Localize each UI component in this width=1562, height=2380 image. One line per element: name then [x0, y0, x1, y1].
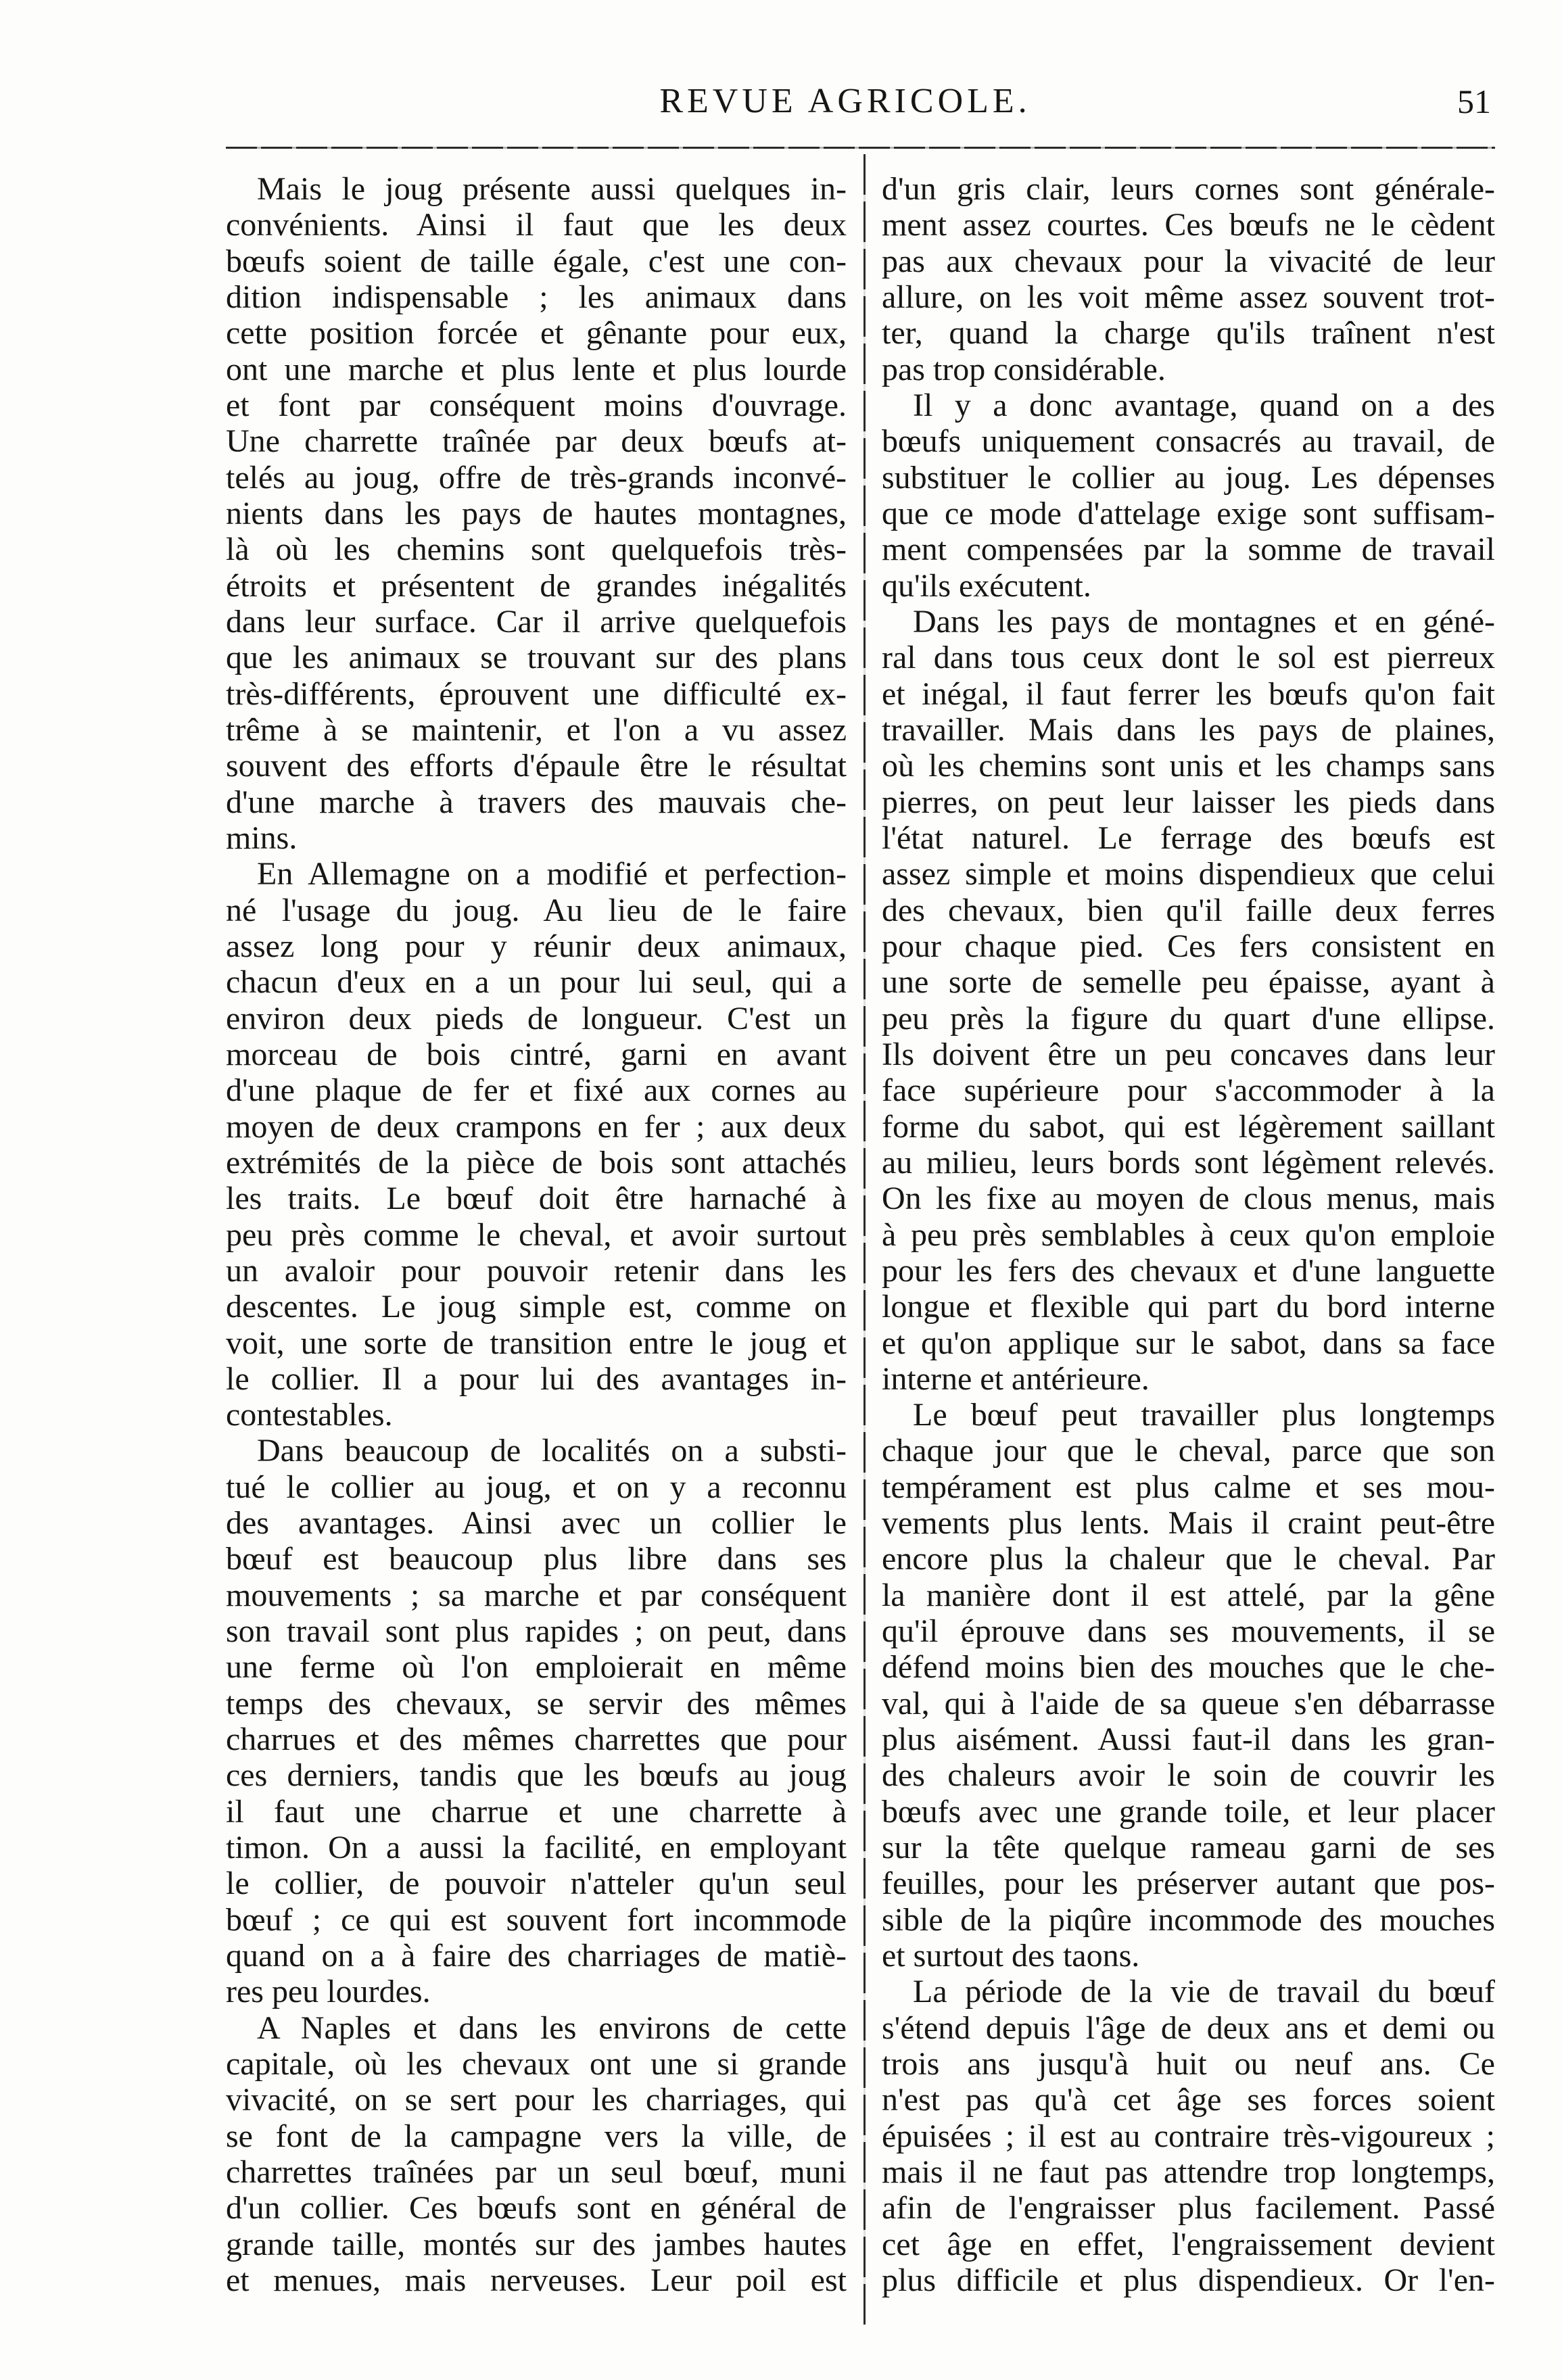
text-line: dition indispensable ; les animaux dans — [226, 279, 847, 315]
text-line: chacun d'eux en a un pour lui seul, qui a — [226, 964, 847, 1001]
text-line: et menues, mais nerveuses. Leur poil est — [226, 2262, 847, 2299]
text-line: ral dans tous ceux dont le sol est pierreux — [882, 640, 1495, 676]
paragraph — [882, 604, 1495, 1397]
paragraph — [882, 387, 1495, 604]
text-line: bœuf ; ce qui est souvent fort incommode — [226, 1901, 847, 1938]
text-line: né l'usage du joug. Au lieu de le faire — [226, 892, 847, 928]
text-line: cette position forcée et gênante pour eux, — [226, 315, 847, 352]
text-line: telés au joug, offre de très-grands inconvé- — [226, 459, 847, 496]
text-line: environ deux pieds de longueur. C'est un — [226, 1000, 847, 1037]
text-line: que les animaux se trouvant sur des plans — [226, 640, 847, 676]
paragraph — [226, 856, 847, 1433]
text-line: res peu lourdes. — [226, 1974, 431, 2010]
text-line: la manière dont il est attelé, par la gêne — [882, 1577, 1495, 1613]
text-line: descentes. Le joug simple est, comme on — [226, 1289, 847, 1325]
text-line: tempérament est plus calme et ses mou- — [882, 1469, 1495, 1505]
text-line: longue et flexible qui part du bord interne — [882, 1289, 1495, 1325]
text-line: A Naples et dans les environs de cette — [257, 2009, 847, 2046]
text-line: pierres, on peut leur laisser les pieds dans — [882, 784, 1495, 820]
page-number: 51 — [1457, 82, 1491, 120]
text-line: trois ans jusqu'à huit ou neuf ans. Ce — [882, 2046, 1495, 2082]
text-line: au milieu, leurs bords sont légèment relevés. — [882, 1144, 1495, 1181]
text-line: pour les fers des chevaux et d'une languette — [882, 1252, 1495, 1289]
text-line: un avaloir pour pouvoir retenir dans les — [226, 1252, 847, 1289]
text-line: quand on a à faire des charriages de matiè- — [226, 1938, 847, 1974]
text-line: ont une marche et plus lente et plus lourde — [226, 351, 847, 387]
running-head: REVUE AGRICOLE. — [659, 82, 1031, 120]
text-line: travailler. Mais dans les pays de plaines, — [882, 711, 1495, 748]
text-line: pour chaque pied. Ces fers consistent en — [882, 928, 1495, 964]
text-line: contestables. — [226, 1397, 393, 1433]
text-line: ment assez courtes. Ces bœufs ne le cèdent — [882, 207, 1495, 243]
text-line: étroits et présentent de grandes inégalités — [226, 567, 847, 604]
text-line: Mais le joug présente aussi quelques in- — [257, 171, 847, 207]
text-line: substituer le collier au joug. Les dépenses — [882, 459, 1495, 496]
text-line: bœufs avec une grande toile, et leur placer — [882, 1793, 1495, 1830]
text-line: à peu près semblables à ceux qu'on emploie — [882, 1216, 1495, 1253]
text-line: cet âge en effet, l'engraissement devient — [882, 2226, 1495, 2262]
text-line: il faut une charrue et une charrette à — [226, 1793, 847, 1830]
text-line: plus difficile et plus dispendieux. Or l'en- — [882, 2262, 1495, 2299]
text-line: d'une plaque de fer et fixé aux cornes au — [226, 1072, 847, 1109]
text-line: Il y a donc avantage, quand on a des — [913, 387, 1495, 423]
text-line: tué le collier au joug, et on y a reconnu — [226, 1469, 847, 1505]
text-line: grande taille, montés sur des jambes hautes — [226, 2226, 847, 2262]
text-line: l'état naturel. Le ferrage des bœufs est — [882, 819, 1495, 856]
text-line: pas trop considérable. — [882, 351, 1166, 387]
text-line: Ils doivent être un peu concaves dans leur — [882, 1036, 1495, 1072]
text-line: convénients. Ainsi il faut que les deux — [226, 207, 847, 243]
text-line: plus aisément. Aussi faut-il dans les gran- — [882, 1721, 1495, 1758]
text-line: trême à se maintenir, et l'on a vu assez — [226, 711, 847, 748]
text-line: mais il ne faut pas attendre trop longtemps, — [882, 2154, 1495, 2191]
text-line: La période de la vie de travail du bœuf — [913, 1974, 1495, 2010]
text-line: bœufs soient de taille égale, c'est une con- — [226, 243, 847, 279]
paragraph — [226, 171, 847, 856]
text-line: Le bœuf peut travailler plus longtemps — [913, 1397, 1495, 1433]
text-line: Dans les pays de montagnes et en géné- — [913, 603, 1495, 640]
text-line: timon. On a aussi la facilité, en employant — [226, 1830, 847, 1866]
text-line: assez long pour y réunir deux animaux, — [226, 928, 847, 964]
paragraph — [226, 1433, 847, 2009]
text-line: En Allemagne on a modifié et perfection- — [257, 856, 847, 892]
text-line: une ferme où l'on emploierait en même — [226, 1649, 847, 1686]
text-line: une sorte de semelle peu épaisse, ayant à — [882, 964, 1495, 1001]
header-rule — [226, 147, 1495, 149]
text-line: le collier. Il a pour lui des avantages in- — [226, 1360, 847, 1397]
text-line: souvent des efforts d'épaule être le résultat — [226, 748, 847, 784]
text-line: et font par conséquent moins d'ouvrage. — [226, 387, 847, 423]
text-line: peu près comme le cheval, et avoir surtout — [226, 1216, 847, 1253]
text-line: moyen de deux crampons en fer ; aux deux — [226, 1108, 847, 1145]
text-line: nients dans les pays de hautes montagnes, — [226, 495, 847, 531]
text-line: charrettes traînées par un seul bœuf, muni — [226, 2154, 847, 2191]
text-line: voit, une sorte de transition entre le joug et — [226, 1325, 847, 1361]
text-line: face supérieure pour s'accommoder à la — [882, 1072, 1495, 1109]
text-line: vements plus lents. Mais il craint peut-être — [882, 1505, 1495, 1542]
text-line: vivacité, on se sert pour les charriages, qui — [226, 2082, 847, 2118]
text-line: très-différents, éprouvent une difficulté ex- — [226, 675, 847, 712]
text-line: d'une marche à travers des mauvais che- — [226, 784, 847, 820]
text-line: défend moins bien des mouches que le che- — [882, 1649, 1495, 1686]
text-line: forme du sabot, qui est légèrement saillant — [882, 1108, 1495, 1145]
paragraph-continued — [882, 171, 1495, 387]
text-line: épuisées ; il est au contraire très-vigoureux ; — [882, 2118, 1495, 2154]
text-line: encore plus la chaleur que le cheval. Par — [882, 1541, 1495, 1577]
text-line: val, qui à l'aide de sa queue s'en débarrasse — [882, 1685, 1495, 1721]
paragraph — [882, 1397, 1495, 1974]
text-line: des chaleurs avoir le soin de couvrir les — [882, 1757, 1495, 1794]
text-line: n'est pas qu'à cet âge ses forces soient — [882, 2082, 1495, 2118]
text-line: qu'il éprouve dans ses mouvements, il se — [882, 1613, 1495, 1650]
paragraph — [226, 2010, 847, 2299]
text-line: d'un gris clair, leurs cornes sont générale- — [882, 171, 1495, 207]
text-line: s'étend depuis l'âge de deux ans et demi ou — [882, 2009, 1495, 2046]
text-line: On les fixe au moyen de clous menus, mais — [882, 1181, 1495, 1217]
text-line: que ce mode d'attelage exige sont suffisam- — [882, 495, 1495, 531]
text-line: sible de la piqûre incommode des mouches — [882, 1901, 1495, 1938]
text-line: chaque jour que le cheval, parce que son — [882, 1433, 1495, 1469]
column-divider — [863, 154, 866, 2325]
text-line: interne et antérieure. — [882, 1360, 1150, 1397]
text-line: extrémités de la pièce de bois sont attachés — [226, 1144, 847, 1181]
text-line: son travail sont plus rapides ; on peut, dans — [226, 1613, 847, 1650]
text-line: qu'ils exécutent. — [882, 567, 1091, 604]
text-line: et surtout des taons. — [882, 1938, 1140, 1974]
left-column — [226, 171, 847, 2298]
text-line: et inégal, il faut ferrer les bœufs qu'on fait — [882, 675, 1495, 712]
text-line: ment compensées par la somme de travail — [882, 531, 1495, 568]
text-line: Dans beaucoup de localités on a substi- — [257, 1433, 847, 1469]
text-line: des avantages. Ainsi avec un collier le — [226, 1505, 847, 1542]
text-line: ces derniers, tandis que les bœufs au joug — [226, 1757, 847, 1794]
text-line: des chevaux, bien qu'il faille deux ferres — [882, 892, 1495, 928]
text-line: capitale, où les chevaux ont une si grande — [226, 2046, 847, 2082]
text-line: le collier, de pouvoir n'atteler qu'un seul — [226, 1865, 847, 1902]
text-line: se font de la campagne vers la ville, de — [226, 2118, 847, 2154]
text-line: où les chemins sont unis et les champs sans — [882, 748, 1495, 784]
text-line: et qu'on applique sur le sabot, dans sa face — [882, 1325, 1495, 1361]
text-line: allure, on les voit même assez souvent trot- — [882, 279, 1495, 315]
text-line: d'un collier. Ces bœufs sont en général de — [226, 2190, 847, 2227]
text-line: dans leur surface. Car il arrive quelquefois — [226, 603, 847, 640]
text-line: temps des chevaux, se servir des mêmes — [226, 1685, 847, 1721]
text-line: mins. — [226, 819, 298, 856]
text-line: afin de l'engraisser plus facilement. Passé — [882, 2190, 1495, 2227]
text-line: assez simple et moins dispendieux que celui — [882, 856, 1495, 892]
right-column — [882, 171, 1495, 2298]
text-line: morceau de bois cintré, garni en avant — [226, 1036, 847, 1072]
text-line: bœufs uniquement consacrés au travail, de — [882, 423, 1495, 460]
text-line: les traits. Le bœuf doit être harnaché à — [226, 1181, 847, 1217]
paragraph — [882, 1974, 1495, 2298]
text-line: là où les chemins sont quelquefois très- — [226, 531, 847, 568]
text-line: charrues et des mêmes charrettes que pour — [226, 1721, 847, 1758]
text-line: sur la tête quelque rameau garni de ses — [882, 1830, 1495, 1866]
text-line: peu près la figure du quart d'une ellipse. — [882, 1000, 1495, 1037]
text-line: mouvements ; sa marche et par conséquent — [226, 1577, 847, 1613]
text-line: pas aux chevaux pour la vivacité de leur — [882, 243, 1495, 279]
text-line: bœuf est beaucoup plus libre dans ses — [226, 1541, 847, 1577]
text-line: ter, quand la charge qu'ils traînent n'est — [882, 315, 1495, 352]
text-line: Une charrette traînée par deux bœufs at- — [226, 423, 847, 460]
text-line: feuilles, pour les préserver autant que pos- — [882, 1865, 1495, 1902]
